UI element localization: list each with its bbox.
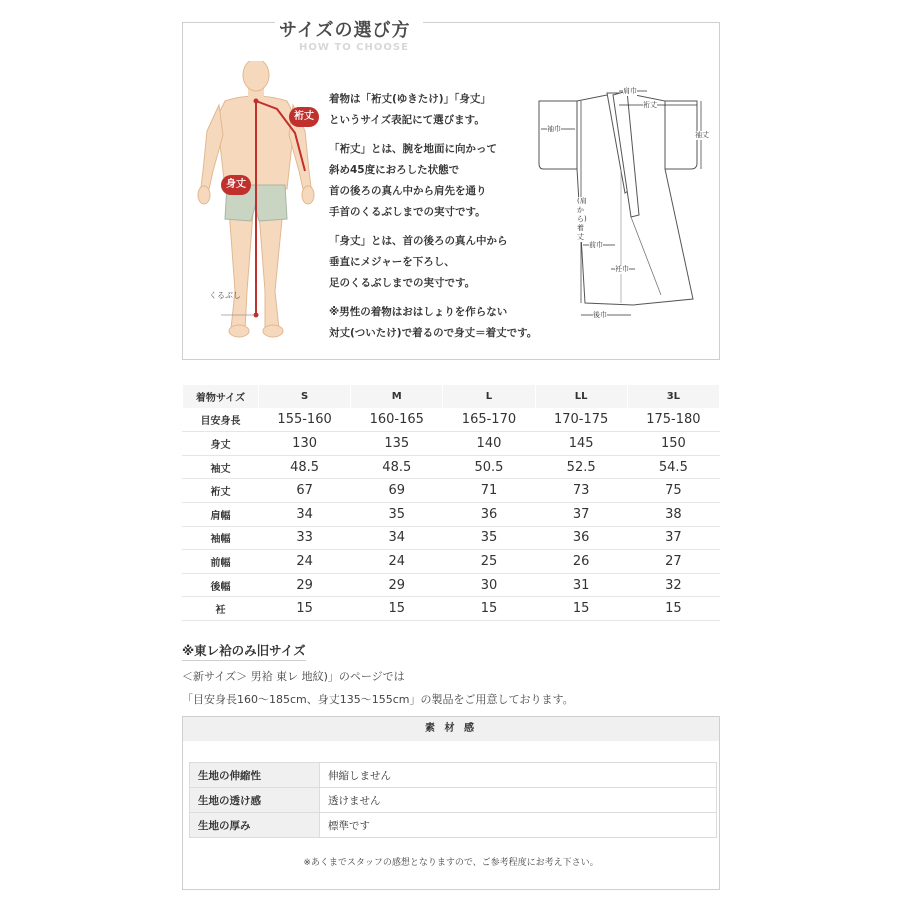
note-line: 「目安身長160～185cm、身丈135～155cm」の製品をご用意しております。 [182,693,574,706]
table-cell: 36 [535,526,627,550]
mitake-badge: 身丈 [221,175,251,195]
katahaba-label: 肩巾 [623,87,637,95]
kurubushi-label: くるぶし [209,291,241,300]
table-cell: 15 [259,597,351,621]
table-cell: 73 [535,479,627,503]
table-cell: 24 [259,550,351,574]
material-value: 伸縮しません [320,763,717,788]
table-cell: 160-165 [351,408,443,432]
note-line: ＜新サイズ＞ 男袷 東レ 地紋)」のページでは [182,670,405,683]
table-row [183,432,720,456]
table-cell: 15 [351,597,443,621]
table-cell: 29 [259,573,351,597]
table-cell: 50.5 [443,455,535,479]
ushirohaba-label: 後巾 [593,311,607,319]
table-row [183,550,720,574]
material-feel-panel [182,716,720,890]
explanation-line: 斜め45度におろした状態で [329,164,460,176]
table-cell: 170-175 [535,408,627,432]
explanation-line: 首の後ろの真ん中から肩先を通り [329,185,487,197]
material-footnote: ※あくまでスタッフの感想となりますので、ご参考程度にお考え下さい。 [303,858,599,868]
table-cell: 71 [443,479,535,503]
row-label: 前幅 [183,550,259,574]
row-label: 袖幅 [183,526,259,550]
table-cell: 165-170 [443,408,535,432]
material-label: 生地の伸縮性 [190,763,320,788]
explanation-line: 着物は「裄丈(ゆきたけ)」「身丈」 [329,93,491,105]
table-cell: 32 [627,573,719,597]
okumihaba-label: 衽巾 [615,265,629,273]
row-label: 肩幅 [183,502,259,526]
size-guide-panel [182,22,720,360]
table-cell: 34 [351,526,443,550]
table-cell: 34 [259,502,351,526]
table-row [183,597,720,621]
table-cell: 69 [351,479,443,503]
table-header-row [183,385,720,409]
guide-subtitle: HOW TO CHOOSE [299,42,409,53]
material-row [190,813,717,838]
table-header-cell: L [443,385,535,409]
size-table [182,384,720,621]
table-cell: 67 [259,479,351,503]
body-figure-illustration [195,61,319,341]
explanation-note: ※男性の着物はおはしょりを作らない [329,306,508,318]
table-cell: 145 [535,432,627,456]
yuki-label: 裄丈 [643,101,657,109]
material-label: 生地の厚み [190,813,320,838]
explanation-line: 垂直にメジャーを下ろし、 [329,256,455,268]
table-row [183,573,720,597]
material-table [189,762,717,838]
table-cell: 25 [443,550,535,574]
kitake-label: (肩から)着丈 [577,197,587,241]
table-cell: 36 [443,502,535,526]
material-value: 透けません [320,788,717,813]
table-cell: 35 [351,502,443,526]
material-row [190,788,717,813]
table-cell: 29 [351,573,443,597]
table-cell: 52.5 [535,455,627,479]
table-cell: 155-160 [259,408,351,432]
table-cell: 48.5 [259,455,351,479]
table-cell: 27 [627,550,719,574]
row-label: 裄丈 [183,479,259,503]
table-cell: 37 [535,502,627,526]
table-cell: 175-180 [627,408,719,432]
table-row [183,502,720,526]
old-size-note [182,640,574,707]
explanation-line: 「身丈」とは、首の後ろの真ん中から [329,235,508,247]
table-cell: 54.5 [627,455,719,479]
material-value: 標準です [320,813,717,838]
table-cell: 38 [627,502,719,526]
row-label: 衽 [183,597,259,621]
table-cell: 75 [627,479,719,503]
explanation-line: 足のくるぶしまでの実寸です。 [329,277,476,289]
table-cell: 15 [535,597,627,621]
table-row [183,526,720,550]
table-row [183,408,720,432]
table-row [183,455,720,479]
yuki-badge: 裄丈 [289,107,319,127]
table-header-cell: LL [535,385,627,409]
table-cell: 135 [351,432,443,456]
material-title: 素 材 感 [183,717,719,741]
material-label: 生地の透け感 [190,788,320,813]
kimono-diagram [535,89,715,329]
table-row [183,479,720,503]
explanation-line: 「裄丈」とは、腕を地面に向かって [329,143,497,155]
row-label: 後幅 [183,573,259,597]
kimono-outline-icon [535,89,715,329]
material-row [190,763,717,788]
table-cell: 130 [259,432,351,456]
table-header-cell: M [351,385,443,409]
table-cell: 150 [627,432,719,456]
table-header-cell: 3L [627,385,719,409]
row-label: 袖丈 [183,455,259,479]
table-header-cell: 着物サイズ [183,385,259,409]
table-header-cell: S [259,385,351,409]
explanation-line: 手首のくるぶしまでの実寸です。 [329,206,486,218]
guide-title: サイズの選び方 [279,20,411,41]
table-cell: 140 [443,432,535,456]
table-cell: 33 [259,526,351,550]
table-cell: 37 [627,526,719,550]
sodehaba-label: 袖巾 [547,125,561,133]
sodetake-label: 袖丈 [695,131,709,139]
note-title: ※東レ袷のみ旧サイズ [182,641,306,661]
table-cell: 31 [535,573,627,597]
size-explanation [329,89,539,344]
table-cell: 24 [351,550,443,574]
table-cell: 48.5 [351,455,443,479]
table-cell: 15 [627,597,719,621]
explanation-note: 対丈(ついたけ)で着るので身丈＝着丈です。 [329,327,538,339]
table-cell: 15 [443,597,535,621]
table-cell: 35 [443,526,535,550]
row-label: 身丈 [183,432,259,456]
table-cell: 26 [535,550,627,574]
table-cell: 30 [443,573,535,597]
explanation-line: というサイズ表記にて選びます。 [329,114,485,126]
row-label: 目安身長 [183,408,259,432]
maehaba-label: 前巾 [589,241,603,249]
